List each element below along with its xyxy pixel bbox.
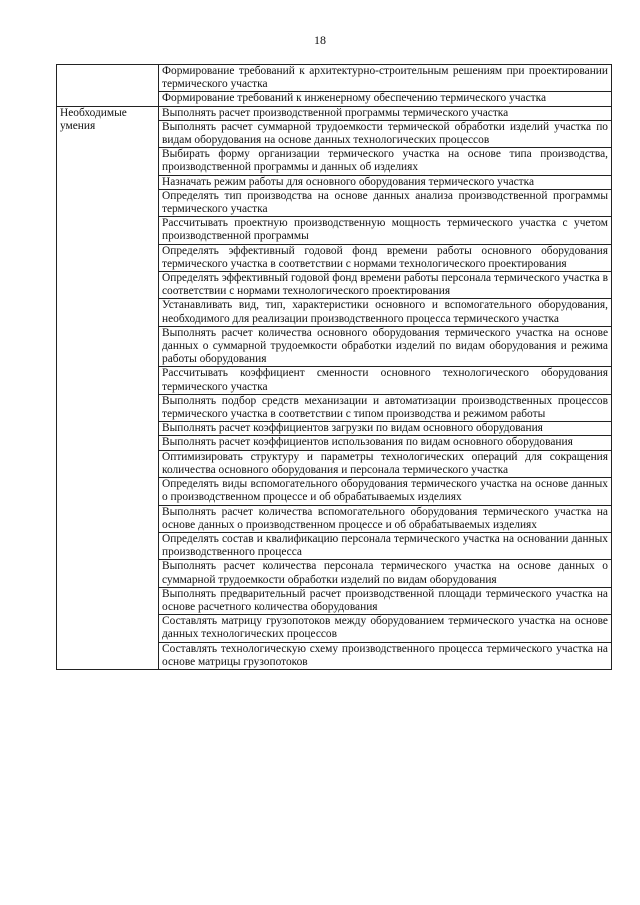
requirement-item: Формирование требований к архитектурно-строительным решениям при проектировании термического участка [159, 65, 612, 92]
requirement-item: Выполнять расчет суммарной трудоемкости термической обработки изделий участка по видам оборудования на основе данных технологических процессов [159, 120, 612, 147]
requirement-item: Выполнять расчет количества основного оборудования термического участка на основе данных о суммарной трудоемкости обработки изделий по видам оборудования и режима работы оборудования [159, 326, 612, 367]
requirement-item: Выполнять расчет коэффициентов использования по видам основного оборудования [159, 436, 612, 450]
requirement-item: Выполнять расчет коэффициентов загрузки по видам основного оборудования [159, 422, 612, 436]
requirement-item: Выбирать форму организации термического участка на основе типа производства, производственной программы и данных об изделиях [159, 148, 612, 175]
requirement-item: Выполнять расчет количества вспомогательного оборудования термического участка на основе данных о производственном процессе и об обрабатываемых изделиях [159, 505, 612, 532]
requirement-item: Устанавливать вид, тип, характеристики основного и вспомогательного оборудования, необходимого для реализации производственного процесса термического участка [159, 299, 612, 326]
requirement-item: Составлять технологическую схему производственного процесса термического участка на основе матрицы грузопотоков [159, 642, 612, 669]
page-number: 18 [314, 33, 326, 47]
requirement-item: Формирование требований к инженерному обеспечению термического участка [159, 92, 612, 106]
requirement-item: Определять тип производства на основе данных анализа производственной программы термического участка [159, 189, 612, 216]
table-row [57, 106, 612, 120]
requirement-item: Выполнять предварительный расчет производственной площади термического участка на основе расчетного количества оборудования [159, 587, 612, 614]
requirement-item: Рассчитывать коэффициент сменности основного технологического оборудования термического участка [159, 367, 612, 394]
requirement-item: Составлять матрицу грузопотоков между оборудованием термического участка на основе данных технологических процессов [159, 615, 612, 642]
requirement-item: Определять эффективный годовой фонд времени работы персонала термического участка в соответствии с нормами технологического проектирования [159, 272, 612, 299]
category-cell [57, 65, 159, 107]
category-cell: Необходимые умения [57, 106, 159, 669]
requirement-item: Назначать режим работы для основного оборудования термического участка [159, 175, 612, 189]
requirement-item: Выполнять расчет производственной программы термического участка [159, 106, 612, 120]
requirement-item: Оптимизировать структуру и параметры технологических операций для сокращения количества основного оборудования и персонала термического участка [159, 450, 612, 477]
requirements-table [56, 64, 612, 670]
requirement-item: Определять виды вспомогательного оборудования термического участка на основе данных о производственном процессе и об обрабатываемых изделиях [159, 478, 612, 505]
requirement-item: Рассчитывать проектную производственную мощность термического участка с учетом производственной программы [159, 217, 612, 244]
requirement-item: Определять состав и квалификацию персонала термического участка на основании данных производственного процесса [159, 532, 612, 559]
requirement-item: Выполнять расчет количества персонала термического участка на основе данных о суммарной трудоемкости обработки изделий по видам оборудования [159, 560, 612, 587]
table-row [57, 65, 612, 92]
requirements-table-body [57, 65, 612, 670]
requirement-item: Определять эффективный годовой фонд времени работы основного оборудования термического участка в соответствии с нормами технологического проектирования [159, 244, 612, 271]
requirement-item: Выполнять подбор средств механизации и автоматизации производственных процессов термического участка в соответствии с типом производства и режимом работы [159, 394, 612, 421]
